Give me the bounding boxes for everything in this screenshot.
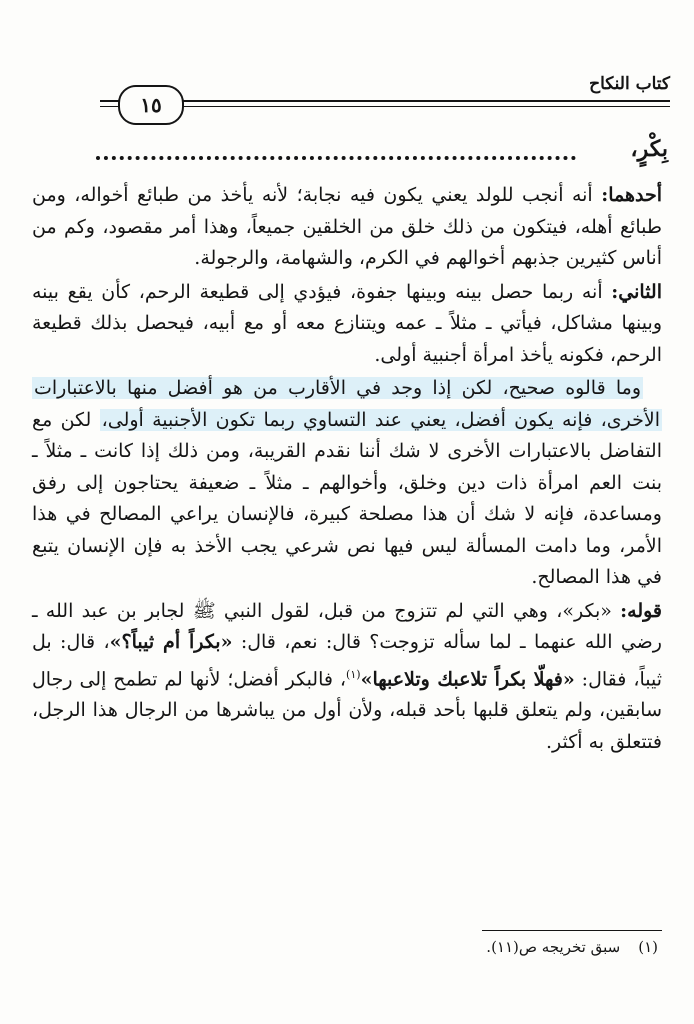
body-text	[32, 180, 662, 758]
footnote-rule	[482, 930, 662, 931]
header-rule-top	[100, 100, 670, 102]
paragraph-lead: الثاني:	[611, 280, 662, 303]
paragraph-text: لكن مع التفاضل بالاعتبارات الأخرى لا شك أننا نقدم القريبة، ومن ذلك إذا كانت ـ مثلاً ـ بنت العم امرأة ذات دين وخلق، وأخوالهم ـ مثلاً ـ ضعيفة يحتاجون إلى رفق ومساعدة، فإنه لا شك أن هذا مصلحة كبيرة، فالإنسان يراعي المصالح في هذا الأمر، وما دامت المسألة ليس فيها نص شرعي يجب الأخذ به فإن الإنسان يتبع في هذا المصالح.	[32, 408, 662, 588]
paragraph-third	[32, 373, 662, 594]
paragraph-text: أنه ربما حصل بينه وبينها جفوة، فيؤدي إلى قطيعة الرحم، كأن يقع بينه وبينها مشاكل، فيأتي ـ مثلاً ـ عمه ويتنازع معه أو مع أبيه، فيحصل بذلك قطيعة الرحم، فكونه يأخذ امرأة أجنبية أولى.	[32, 280, 662, 366]
footnote-reference[interactable]: (١)	[346, 667, 361, 681]
paragraph-lead: قوله:	[620, 599, 663, 622]
paragraph-lead: أحدهما:	[601, 184, 662, 206]
footnote-text: سبق تخريجه ص(١١).	[486, 938, 621, 956]
paragraph-text: أنه أنجب للولد يعني يكون فيه نجابة؛ لأنه يأخذ من طبائع أخواله، ومن طبائع أهله، فيتكون من ذلك خلق من الخلقين جميعاً، وهذا أمر مقصود، وكم من أناس كثيرين جذبهم أخوالهم في الكرم، والشهامة، والرجولة.	[32, 184, 662, 269]
highlighted-text[interactable]: وما قالوه صحيح، لكن إذا وجد في الأقارب من هو أفضل منها بالاعتبارات الأخرى، فإنه يكون أفضل، يعني عند التساوي ربما تكون الأجنبية أولى،	[34, 377, 660, 431]
page-number: ١٥	[140, 93, 162, 117]
paragraph-second	[32, 277, 662, 372]
hadith-quote: «فهلّا بكراً تلاعبك وتلاعبها»	[360, 667, 575, 690]
paragraph-first	[32, 180, 662, 275]
page-number-badge	[118, 85, 184, 125]
footnote-number: (١)	[638, 938, 658, 956]
quoted-word: «بكر»	[562, 599, 621, 622]
paragraph-fourth	[32, 596, 662, 759]
dotted-leader	[96, 156, 576, 160]
headword: بِكْرٍ،	[630, 136, 668, 162]
footnote	[486, 938, 658, 956]
hadith-quote: «بكراً أم ثيباً؟»	[109, 631, 233, 653]
paragraph-text: ، قال: بل ثيباً، فقال:	[32, 631, 662, 690]
paragraph-text: ، وهي التي لم تتزوج من قبل، لقول النبي ﷺ لجابر بن عبد الله ـ رضي الله عنهما ـ لما سأله تزوجت؟ قال: نعم، قال:	[32, 599, 662, 653]
running-head-title: كتاب النكاح	[589, 74, 670, 94]
paragraph-text: ، فالبكر أفضل؛ لأنها لم تطمح إلى رجال سابقين، ولم يتعلق قلبها بأحد قبله، ولأن أول من يباشرها من الرجال هذا الرجل، فتتعلق به أكثر.	[32, 667, 662, 753]
header-rule-bottom	[100, 106, 670, 107]
